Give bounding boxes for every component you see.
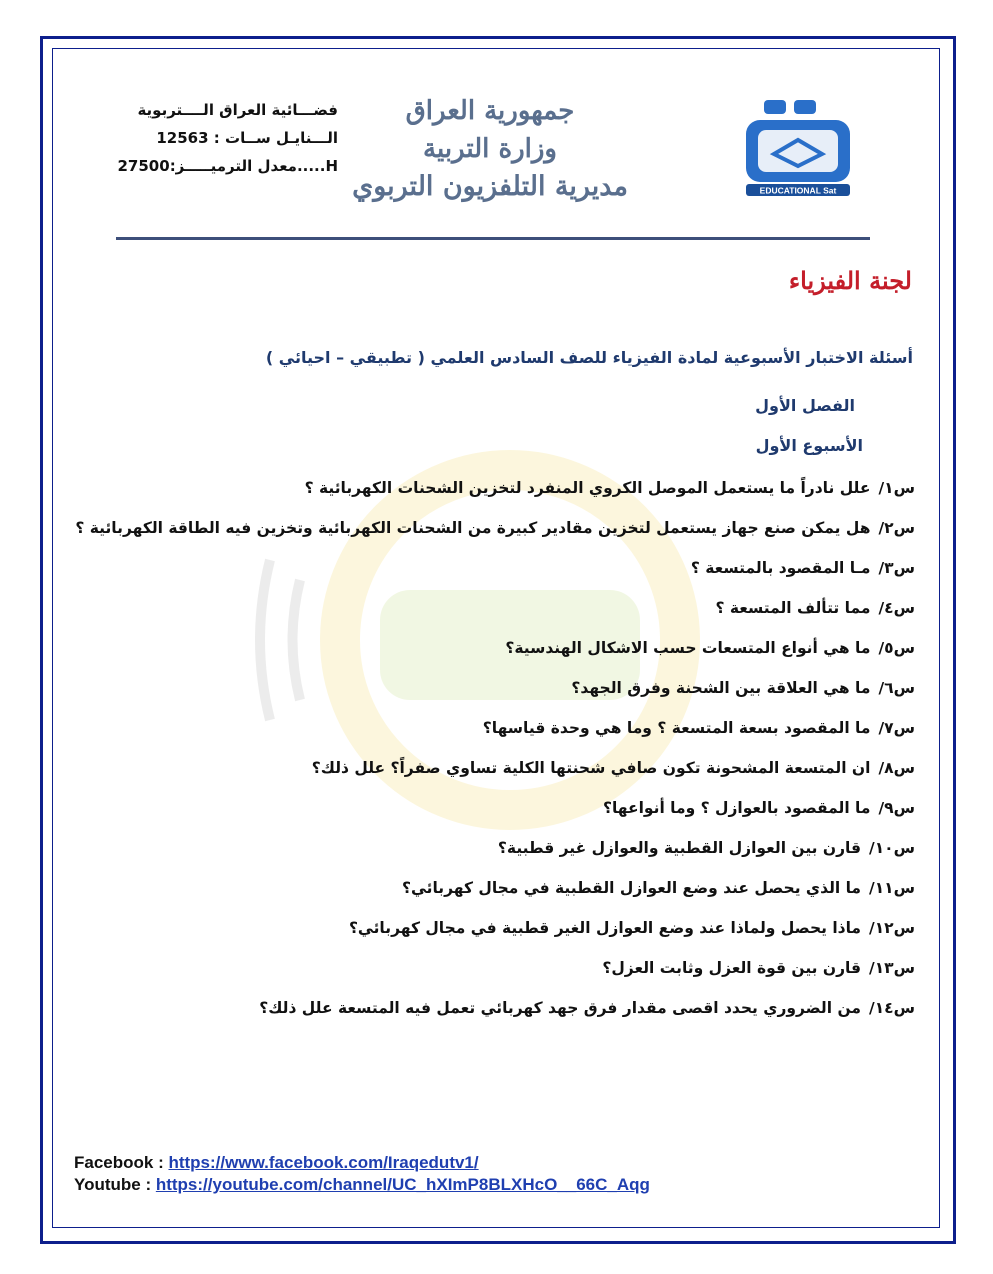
directorate-title: مديرية التلفزيون التربوي [352, 171, 628, 202]
question-number: س١١/ [869, 879, 915, 897]
question-text: ما هي أنواع المتسعات حسب الاشكال الهندسية؟ [505, 639, 871, 657]
question-number: س١٣/ [869, 959, 915, 977]
question-item [80, 548, 915, 588]
logo-caption: EDUCATIONAL Sat [759, 185, 837, 196]
question-number: س٤/ [878, 599, 915, 617]
question-text: قارن بين العوازل القطبية والعوازل غير قطبية؟ [497, 839, 862, 857]
question-number: س٣/ [878, 559, 915, 577]
chapter-heading: الفصل الأول [755, 396, 855, 415]
facebook-link[interactable]: https://www.facebook.com/Iraqedutv1/ [168, 1153, 479, 1172]
question-item [80, 668, 915, 708]
header-divider [116, 237, 870, 240]
question-item [80, 788, 915, 828]
youtube-row [74, 1174, 834, 1196]
question-text: مـا المقصود بالمتسعة ؟ [690, 559, 871, 577]
question-text: من الضروري يحدد اقصى مقدار فرق جهد كهربائي تعمل فيه المتسعة علل ذلك؟ [259, 999, 862, 1017]
question-item [80, 628, 915, 668]
question-item [80, 708, 915, 748]
facebook-label: Facebook : [74, 1153, 169, 1172]
facebook-row [74, 1152, 834, 1174]
nilesat-frequency: الـــنايـل ســات : 12563 [156, 129, 338, 147]
question-text: ما المقصود بسعة المتسعة ؟ وما هي وحدة قياسها؟ [482, 719, 871, 737]
question-number: س١٠/ [869, 839, 915, 857]
question-text: مما تتألف المتسعة ؟ [715, 599, 871, 617]
question-item [80, 988, 915, 1028]
question-number: س١/ [878, 479, 915, 497]
question-number: س٩/ [878, 799, 915, 817]
exam-title: أسئلة الاختبار الأسبوعية لمادة الفيزياء للصف السادس العلمي ( تطبيقي – احيائي ) [265, 348, 913, 367]
question-text: علل نادراً ما يستعمل الموصل الكروي المنفرد لتخزين الشحنات الكهربائية ؟ [304, 479, 871, 497]
question-number: س٦/ [878, 679, 915, 697]
question-text: ما المقصود بالعوازل ؟ وما أنواعها؟ [602, 799, 871, 817]
question-number: س٢/ [878, 519, 915, 537]
social-links [74, 1152, 834, 1196]
question-text: ما الذي يحصل عند وضع العوازل القطبية في مجال كهربائي؟ [401, 879, 862, 897]
ministry-header [340, 92, 640, 206]
question-text: ماذا يحصل ولماذا عند وضع العوازل الغير قطبية في مجال كهربائي؟ [348, 919, 862, 937]
question-item [80, 908, 915, 948]
week-heading: الأسبوع الأول [755, 436, 863, 455]
question-number: س٥/ [878, 639, 915, 657]
question-number: س٨/ [878, 759, 915, 777]
educational-sat-logo [744, 96, 854, 200]
questions-list [75, 468, 915, 1028]
channel-name: فضـــائية العراق الــــتربوية [137, 101, 338, 119]
question-item [75, 508, 915, 548]
question-item [80, 588, 915, 628]
question-item [80, 948, 915, 988]
question-text: قارن بين قوة العزل وثابت العزل؟ [602, 959, 862, 977]
channel-info [78, 96, 338, 180]
question-number: س٧/ [878, 719, 915, 737]
question-item [80, 868, 915, 908]
ministry-title: وزارة التربية [423, 134, 557, 164]
symbol-rate: H.....معدل الترميـــــز:27500 [117, 157, 338, 175]
question-text: ما هي العلاقة بين الشحنة وفرق الجهد؟ [571, 679, 871, 697]
question-item [80, 468, 915, 508]
question-number: س١٢/ [869, 919, 915, 937]
question-item [80, 748, 915, 788]
question-item [80, 828, 915, 868]
republic-title: جمهورية العراق [405, 96, 575, 126]
youtube-link[interactable]: https://youtube.com/channel/UC_hXImP8BLXHcO__66C_Aqg [155, 1175, 650, 1194]
physics-committee-title: لجنة الفيزياء [788, 266, 912, 295]
youtube-label: Youtube : [74, 1175, 156, 1194]
question-text: ان المتسعة المشحونة تكون صافي شحنتها الكلية تساوي صفراً؟ علل ذلك؟ [311, 759, 871, 777]
question-number: س١٤/ [869, 999, 915, 1017]
question-text: هل يمكن صنع جهاز يستعمل لتخزين مقادير كبيرة من الشحنات الكهربائية وتخزين فيه الطاقة الكهربائية ؟ [75, 519, 871, 537]
